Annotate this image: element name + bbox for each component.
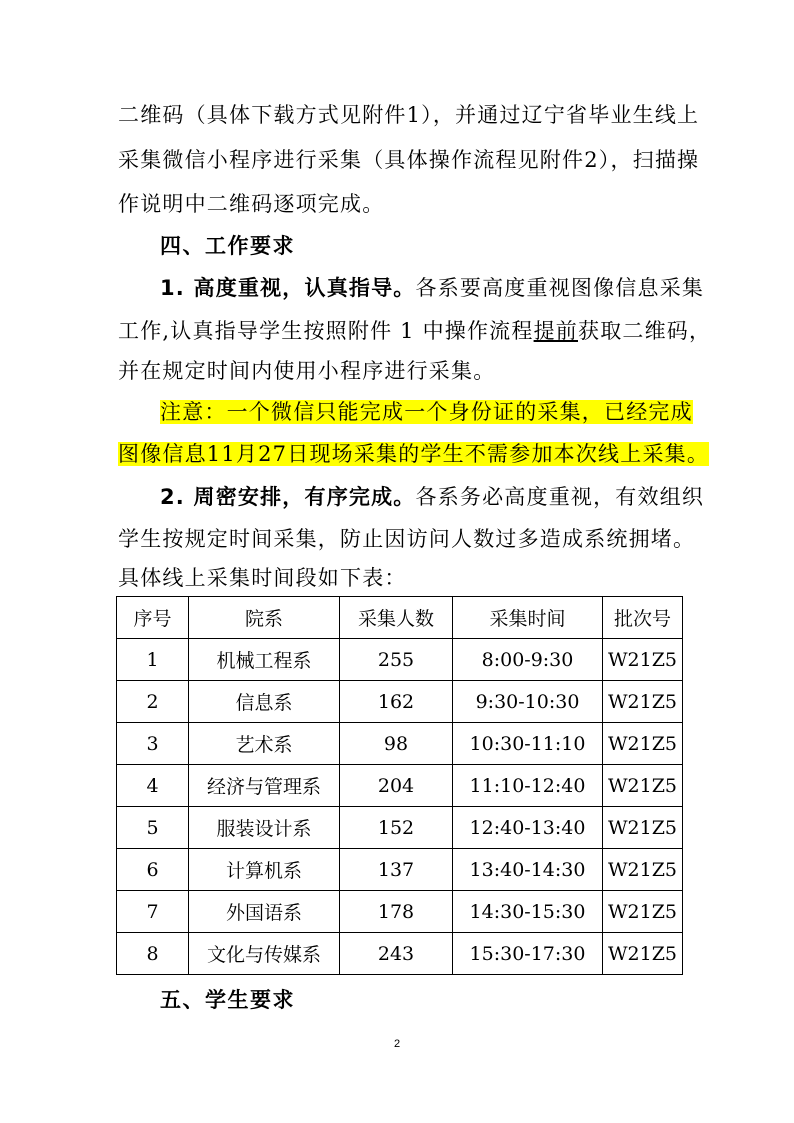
table-cell: 艺术系	[189, 723, 340, 765]
table-cell: 11:10-12:40	[453, 765, 603, 807]
table-cell: W21Z5	[603, 933, 683, 975]
table-cell: 3	[117, 723, 189, 765]
table-cell: W21Z5	[603, 765, 683, 807]
table-cell: W21Z5	[603, 639, 683, 681]
header-cell: 院系	[189, 597, 340, 639]
table-cell: 178	[340, 891, 453, 933]
item-2-line: 具体线上采集时间段如下表：	[118, 566, 407, 590]
item-2-line: 学生按规定时间采集，防止因访问人数过多造成系统拥堵。	[118, 527, 696, 551]
item-1-text: 工作,认真指导学生按照附件 1 中操作流程	[118, 319, 534, 343]
table-cell: 162	[340, 681, 453, 723]
table-cell: 经济与管理系	[189, 765, 340, 807]
table-cell: 文化与传媒系	[189, 933, 340, 975]
table-cell: 计算机系	[189, 849, 340, 891]
table-cell: W21Z5	[603, 849, 683, 891]
table-cell: 外国语系	[189, 891, 340, 933]
table-cell: W21Z5	[603, 891, 683, 933]
table-cell: 15:30-17:30	[453, 933, 603, 975]
item-1-line	[118, 314, 712, 348]
table-cell: W21Z5	[603, 681, 683, 723]
header-cell: 采集时间	[453, 597, 603, 639]
header-cell: 序号	[117, 597, 189, 639]
table-row	[117, 681, 683, 723]
table-cell: 12:40-13:40	[453, 807, 603, 849]
table-row	[117, 933, 683, 975]
table-row	[117, 807, 683, 849]
table-cell: 98	[340, 723, 453, 765]
table-row	[117, 849, 683, 891]
table-cell: 255	[340, 639, 453, 681]
highlighted-notice: 图像信息11月27日现场采集的学生不需参加本次线上采集。	[118, 442, 710, 466]
table-cell: 4	[117, 765, 189, 807]
header-cell: 采集人数	[340, 597, 453, 639]
item-1-text: 获取二维码，	[578, 319, 712, 343]
item-2-text: 各系务必高度重视，有效组织	[415, 485, 705, 509]
header-cell: 批次号	[603, 597, 683, 639]
item-2-lead: 2. 周密安排，有序完成。	[160, 485, 416, 509]
table-row	[117, 891, 683, 933]
table-cell: 服装设计系	[189, 807, 340, 849]
table-cell: 14:30-15:30	[453, 891, 603, 933]
table-header-row	[117, 597, 683, 639]
table-row	[117, 639, 683, 681]
item-2-line	[160, 480, 705, 514]
table-cell: 8	[117, 933, 189, 975]
table-cell: 243	[340, 933, 453, 975]
item-1-line: 并在规定时间内使用小程序进行采集。	[118, 359, 496, 383]
table-cell: 152	[340, 807, 453, 849]
paragraph-line: 二维码（具体下载方式见附件1），并通过辽宁省毕业生线上	[118, 103, 700, 127]
table-row	[117, 723, 683, 765]
table-cell: 13:40-14:30	[453, 849, 603, 891]
table-cell: 1	[117, 639, 189, 681]
table-cell: 机械工程系	[189, 639, 340, 681]
table-cell: 5	[117, 807, 189, 849]
notice-line	[160, 395, 693, 429]
item-1-text: 各系要高度重视图像信息采集	[415, 276, 705, 300]
table-cell: 204	[340, 765, 453, 807]
paragraph-line: 采集微信小程序进行采集（具体操作流程见附件2），扫描操	[118, 148, 700, 172]
table-cell: 137	[340, 849, 453, 891]
table-cell: W21Z5	[603, 723, 683, 765]
table-cell: 2	[117, 681, 189, 723]
underlined-text: 提前	[533, 319, 578, 343]
highlighted-notice: 注意：一个微信只能完成一个身份证的采集，已经完成	[160, 400, 693, 424]
notice-line	[118, 437, 710, 471]
table-cell: 9:30-10:30	[453, 681, 603, 723]
section-heading-5: 五、学生要求	[160, 988, 295, 1012]
table-cell: 信息系	[189, 681, 340, 723]
item-1-lead: 1. 高度重视，认真指导。	[160, 276, 416, 300]
item-1-line	[160, 271, 705, 305]
page-number: 2	[393, 1038, 401, 1050]
section-heading-4: 四、工作要求	[160, 234, 295, 258]
table-cell: 10:30-11:10	[453, 723, 603, 765]
table-cell: 6	[117, 849, 189, 891]
paragraph-line: 作说明中二维码逐项完成。	[118, 192, 385, 216]
schedule-table	[116, 596, 683, 975]
table-cell: 7	[117, 891, 189, 933]
table-row	[117, 765, 683, 807]
table-cell: W21Z5	[603, 807, 683, 849]
table-cell: 8:00-9:30	[453, 639, 603, 681]
